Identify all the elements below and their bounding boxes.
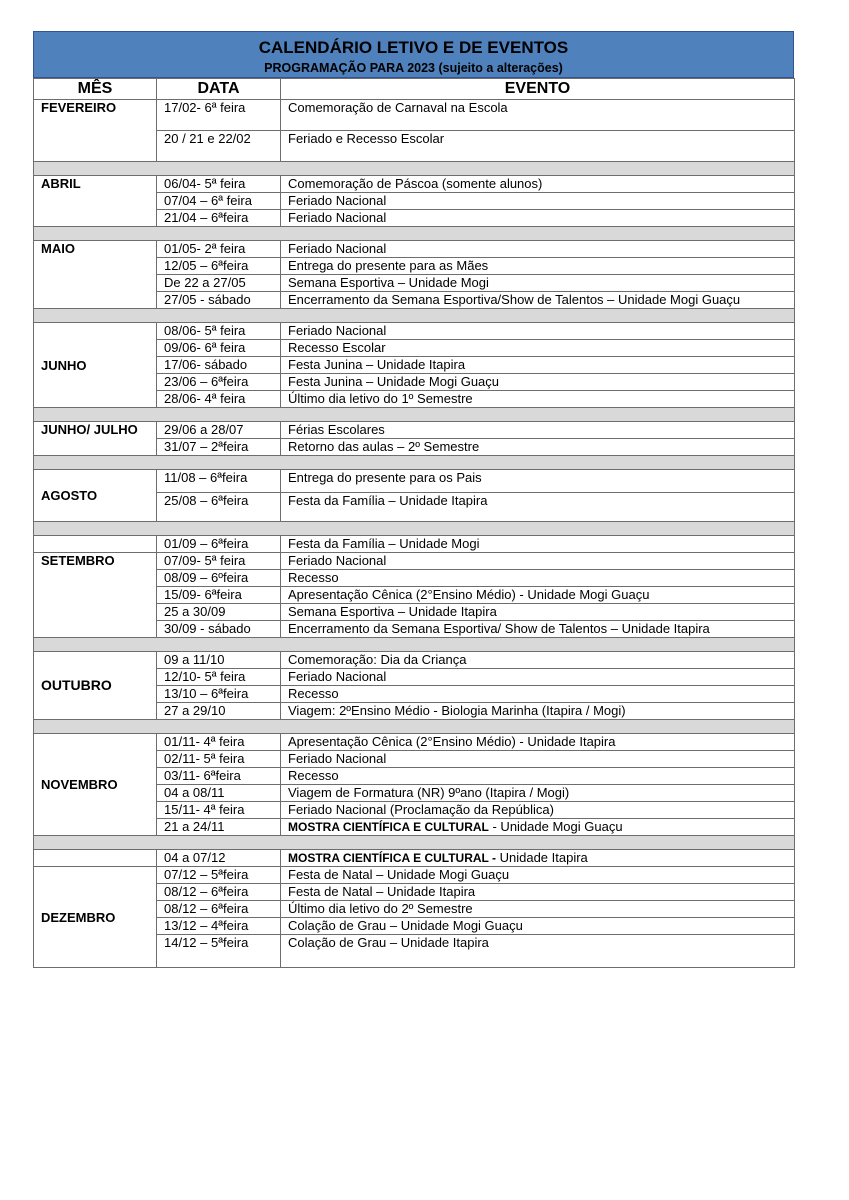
date-cell: 08/12 – 6ªfeira (157, 884, 281, 901)
separator-row (34, 309, 795, 323)
event-cell: Férias Escolares (281, 422, 795, 439)
month-cell: ABRIL (34, 176, 157, 227)
separator-cell (34, 638, 795, 652)
event-cell: Recesso (281, 686, 795, 703)
month-cell-empty (34, 850, 157, 867)
column-header-date: DATA (157, 79, 281, 100)
date-cell: 17/06- sábado (157, 357, 281, 374)
separator-row (34, 408, 795, 422)
date-cell: 08/12 – 6ªfeira (157, 901, 281, 918)
event-bold-text: MOSTRA CIENTÍFICA E CULTURAL (288, 820, 489, 834)
separator-cell (34, 836, 795, 850)
date-cell: 27/05 - sábado (157, 292, 281, 309)
date-cell: 04 a 08/11 (157, 785, 281, 802)
event-cell: Apresentação Cênica (2°Ensino Médio) - Unidade Mogi Guaçu (281, 587, 795, 604)
event-cell: Feriado Nacional (281, 751, 795, 768)
separator-cell (34, 227, 795, 241)
separator-row (34, 162, 795, 176)
event-cell: Viagem: 2ºEnsino Médio - Biologia Marinha (Itapira / Mogi) (281, 703, 795, 720)
event-cell: Feriado Nacional (281, 241, 795, 258)
event-cell: Festa da Família – Unidade Itapira (281, 493, 795, 522)
date-cell: 11/08 – 6ªfeira (157, 470, 281, 493)
event-cell: Comemoração: Dia da Criança (281, 652, 795, 669)
date-cell: 06/04- 5ª feira (157, 176, 281, 193)
date-cell: 04 a 07/12 (157, 850, 281, 867)
date-cell: 14/12 – 5ªfeira (157, 935, 281, 968)
date-cell: 01/05- 2ª feira (157, 241, 281, 258)
event-cell: Semana Esportiva – Unidade Mogi (281, 275, 795, 292)
date-cell: 28/06- 4ª feira (157, 391, 281, 408)
event-rest-text: Unidade Itapira (495, 850, 588, 865)
event-cell: Apresentação Cênica (2°Ensino Médio) - Unidade Itapira (281, 734, 795, 751)
event-cell: Semana Esportiva – Unidade Itapira (281, 604, 795, 621)
separator-cell (34, 720, 795, 734)
table-row (34, 553, 795, 570)
event-cell: Último dia letivo do 2º Semestre (281, 901, 795, 918)
date-cell: 07/12 – 5ªfeira (157, 867, 281, 884)
column-header-event: EVENTO (281, 79, 795, 100)
page-subtitle: PROGRAMAÇÃO PARA 2023 (sujeito a alterações) (264, 61, 563, 75)
event-cell: Colação de Grau – Unidade Itapira (281, 935, 795, 968)
event-cell: Festa Junina – Unidade Itapira (281, 357, 795, 374)
month-cell: DEZEMBRO (34, 867, 157, 968)
month-cell: MAIO (34, 241, 157, 309)
event-cell: Feriado Nacional (281, 553, 795, 570)
month-cell: JUNHO/ JULHO (34, 422, 157, 456)
month-cell: FEVEREIRO (34, 100, 157, 162)
calendar-sheet (33, 31, 794, 968)
event-cell: Entrega do presente para as Mães (281, 258, 795, 275)
event-cell: Recesso (281, 768, 795, 785)
month-cell: SETEMBRO (34, 553, 157, 638)
title-banner (33, 31, 794, 78)
event-cell: Comemoração de Páscoa (somente alunos) (281, 176, 795, 193)
separator-cell (34, 162, 795, 176)
date-cell: 09 a 11/10 (157, 652, 281, 669)
event-cell: Festa de Natal – Unidade Itapira (281, 884, 795, 901)
month-cell: NOVEMBRO (34, 734, 157, 836)
date-cell: 25/08 – 6ªfeira (157, 493, 281, 522)
date-cell: 21/04 – 6ªfeira (157, 210, 281, 227)
table-row (34, 734, 795, 751)
date-cell: 17/02- 6ª feira (157, 100, 281, 131)
date-cell: 29/06 a 28/07 (157, 422, 281, 439)
event-cell: Festa Junina – Unidade Mogi Guaçu (281, 374, 795, 391)
table-row (34, 422, 795, 439)
event-cell: Comemoração de Carnaval na Escola (281, 100, 795, 131)
event-cell: Feriado Nacional (281, 323, 795, 340)
event-cell: Feriado Nacional (281, 210, 795, 227)
date-cell: 01/11- 4ª feira (157, 734, 281, 751)
event-cell: Recesso Escolar (281, 340, 795, 357)
date-cell: 07/04 – 6ª feira (157, 193, 281, 210)
event-cell: Encerramento da Semana Esportiva/Show de Talentos – Unidade Mogi Guaçu (281, 292, 795, 309)
event-cell: Entrega do presente para os Pais (281, 470, 795, 493)
event-cell: Feriado e Recesso Escolar (281, 131, 795, 162)
table-row (34, 176, 795, 193)
header-row (34, 79, 795, 100)
date-cell: 15/09- 6ªfeira (157, 587, 281, 604)
event-cell: Último dia letivo do 1º Semestre (281, 391, 795, 408)
date-cell: 13/10 – 6ªfeira (157, 686, 281, 703)
event-cell: Viagem de Formatura (NR) 9ºano (Itapira / Mogi) (281, 785, 795, 802)
month-cell: OUTUBRO (34, 652, 157, 720)
event-cell: Colação de Grau – Unidade Mogi Guaçu (281, 918, 795, 935)
date-cell: 25 a 30/09 (157, 604, 281, 621)
event-cell: Feriado Nacional (281, 669, 795, 686)
column-header-month: MÊS (34, 79, 157, 100)
date-cell: 23/06 – 6ªfeira (157, 374, 281, 391)
month-cell-empty (34, 536, 157, 553)
date-cell: 08/09 – 6ºfeira (157, 570, 281, 587)
date-cell: 31/07 – 2ªfeira (157, 439, 281, 456)
date-cell: 03/11- 6ªfeira (157, 768, 281, 785)
date-cell: 01/09 – 6ªfeira (157, 536, 281, 553)
table-row (34, 323, 795, 340)
separator-row (34, 638, 795, 652)
event-cell: Festa da Família – Unidade Mogi (281, 536, 795, 553)
date-cell: 21 a 24/11 (157, 819, 281, 836)
event-rest-text: - Unidade Mogi Guaçu (488, 819, 623, 834)
date-cell: 12/05 – 6ªfeira (157, 258, 281, 275)
date-cell: 02/11- 5ª feira (157, 751, 281, 768)
table-row (34, 470, 795, 493)
table-row (34, 100, 795, 131)
separator-cell (34, 309, 795, 323)
event-cell: Recesso (281, 570, 795, 587)
table-row (34, 652, 795, 669)
separator-row (34, 836, 795, 850)
event-cell (281, 819, 795, 836)
event-cell: Feriado Nacional (Proclamação da República) (281, 802, 795, 819)
event-cell (281, 850, 795, 867)
date-cell: 30/09 - sábado (157, 621, 281, 638)
date-cell: De 22 a 27/05 (157, 275, 281, 292)
separator-row (34, 456, 795, 470)
separator-row (34, 720, 795, 734)
event-cell: Feriado Nacional (281, 193, 795, 210)
date-cell: 20 / 21 e 22/02 (157, 131, 281, 162)
event-cell: Retorno das aulas – 2º Semestre (281, 439, 795, 456)
date-cell: 15/11- 4ª feira (157, 802, 281, 819)
date-cell: 07/09- 5ª feira (157, 553, 281, 570)
event-cell: Festa de Natal – Unidade Mogi Guaçu (281, 867, 795, 884)
date-cell: 12/10- 5ª feira (157, 669, 281, 686)
separator-row (34, 522, 795, 536)
month-cell: AGOSTO (34, 470, 157, 522)
event-bold-text: MOSTRA CIENTÍFICA E CULTURAL - (288, 851, 496, 865)
table-row (34, 241, 795, 258)
table-row (34, 850, 795, 867)
month-cell: JUNHO (34, 323, 157, 408)
table-row (34, 867, 795, 884)
date-cell: 27 a 29/10 (157, 703, 281, 720)
calendar-table (33, 78, 795, 968)
page-title: CALENDÁRIO LETIVO E DE EVENTOS (258, 38, 569, 57)
separator-cell (34, 522, 795, 536)
date-cell: 09/06- 6ª feira (157, 340, 281, 357)
separator-cell (34, 408, 795, 422)
separator-row (34, 227, 795, 241)
date-cell: 08/06- 5ª feira (157, 323, 281, 340)
date-cell: 13/12 – 4ªfeira (157, 918, 281, 935)
separator-cell (34, 456, 795, 470)
table-row (34, 536, 795, 553)
event-cell: Encerramento da Semana Esportiva/ Show de Talentos – Unidade Itapira (281, 621, 795, 638)
